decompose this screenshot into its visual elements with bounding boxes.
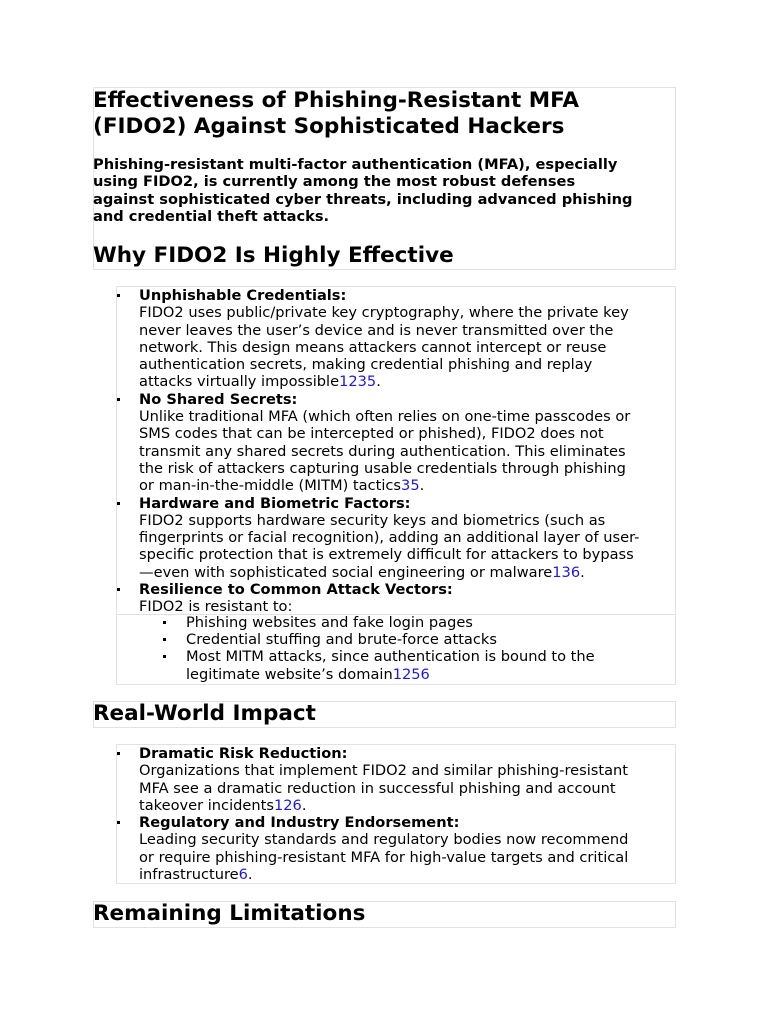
list-item (116, 391, 639, 495)
item-last-line: FIDO2 is resistant to: (139, 598, 293, 616)
list-item (116, 495, 639, 581)
list-item (116, 287, 639, 391)
item-line: Leading security standards and regulatory bodies now recommend (139, 831, 629, 849)
item-text: or man-in-the-middle (MITM) tactics (139, 477, 402, 495)
intro-line: Phishing-resistant multi-factor authentication (MFA), especially (93, 156, 618, 173)
intro-line: using FIDO2, is currently among the most robust defenses (93, 173, 576, 191)
item-period: . (419, 477, 425, 495)
item-line: authentication secrets, making credential phishing and replay (139, 356, 593, 374)
list-item (116, 814, 628, 883)
sub-item-text: legitimate website’s domain (186, 665, 393, 683)
item-title: Regulatory and Industry Endorsement: (139, 814, 460, 832)
item-text: infrastructure (139, 866, 239, 884)
citation-link[interactable]: 1256 (392, 665, 430, 683)
item-text: takeover incidents (139, 796, 274, 814)
sub-list-item (162, 648, 595, 682)
item-line: specific protection that is extremely difficult for attackers to bypass (139, 546, 634, 564)
item-line: MFA see a dramatic reduction in successful phishing and account (139, 779, 616, 797)
intro-line: against sophisticated cyber threats, including advanced phishing (93, 190, 633, 208)
item-line: SMS codes that can be intercepted or phished), FIDO2 does not (139, 425, 604, 443)
item-line: Unlike traditional MFA (which often relies on one-time passcodes or (139, 408, 631, 426)
item-line: never leaves the user’s device and is never transmitted over the (139, 321, 614, 339)
item-text: —even with sophisticated social engineering or malware (139, 563, 553, 581)
list-item (116, 745, 628, 814)
attack-vectors-sublist (162, 614, 595, 683)
item-title: Hardware and Biometric Factors: (139, 494, 411, 512)
sub-item-text: Most MITM attacks, since authentication is bound to the (186, 648, 595, 666)
item-line: the risk of attackers capturing usable credentials through phishing (139, 459, 626, 477)
citation-link[interactable]: 6 (238, 866, 248, 884)
citation-link[interactable]: 126 (273, 796, 302, 814)
sub-list-item: Credential stuffing and brute-force attacks (162, 631, 595, 648)
item-line: fingerprints or facial recognition), adding an additional layer of user- (139, 529, 640, 547)
sub-list-item: Phishing websites and fake login pages (162, 614, 595, 631)
item-title: Unphishable Credentials: (139, 287, 347, 304)
section-heading-remaining-limitations: Remaining Limitations (93, 901, 366, 926)
citation-link[interactable]: 35 (401, 477, 420, 495)
item-last-line (139, 564, 639, 581)
item-title: No Shared Secrets: (139, 390, 298, 408)
section2-list (116, 745, 628, 883)
item-line: transmit any shared secrets during authentication. This eliminates (139, 442, 626, 460)
item-last-line (139, 866, 628, 883)
intro-paragraph (93, 156, 673, 226)
item-line: network. This design means attackers cannot intercept or reuse (139, 338, 607, 356)
item-line: Organizations that implement FIDO2 and similar phishing-resistant (139, 762, 629, 780)
item-title: Dramatic Risk Reduction: (139, 745, 348, 762)
title-line-2: (FIDO2) Against Sophisticated Hackers (93, 114, 565, 139)
section-heading-real-world-impact: Real-World Impact (93, 701, 316, 726)
item-last-line (139, 477, 639, 494)
intro-line: and credential theft attacks. (93, 208, 330, 226)
item-period: . (580, 563, 585, 581)
citation-link[interactable]: 136 (552, 563, 581, 581)
title-line-1: Effectiveness of Phishing-Resistant MFA (93, 88, 579, 113)
section-heading-why-fido2: Why FIDO2 Is Highly Effective (93, 243, 454, 268)
section1-list (116, 287, 639, 616)
item-line: or require phishing-resistant MFA for high-value targets and critical (139, 848, 629, 866)
item-text: attacks virtually impossible (139, 373, 340, 391)
list-item (116, 581, 639, 616)
item-period: . (301, 796, 307, 814)
document-title (93, 88, 579, 140)
item-period: . (376, 373, 381, 391)
item-line: FIDO2 uses public/private key cryptography, where the private key (139, 304, 629, 322)
item-last-line (139, 373, 639, 390)
citation-link[interactable]: 1235 (339, 373, 377, 391)
item-title: Resilience to Common Attack Vectors: (139, 581, 453, 599)
item-period: . (247, 866, 253, 884)
item-line: FIDO2 supports hardware security keys and biometrics (such as (139, 511, 606, 529)
item-last-line (139, 797, 628, 814)
